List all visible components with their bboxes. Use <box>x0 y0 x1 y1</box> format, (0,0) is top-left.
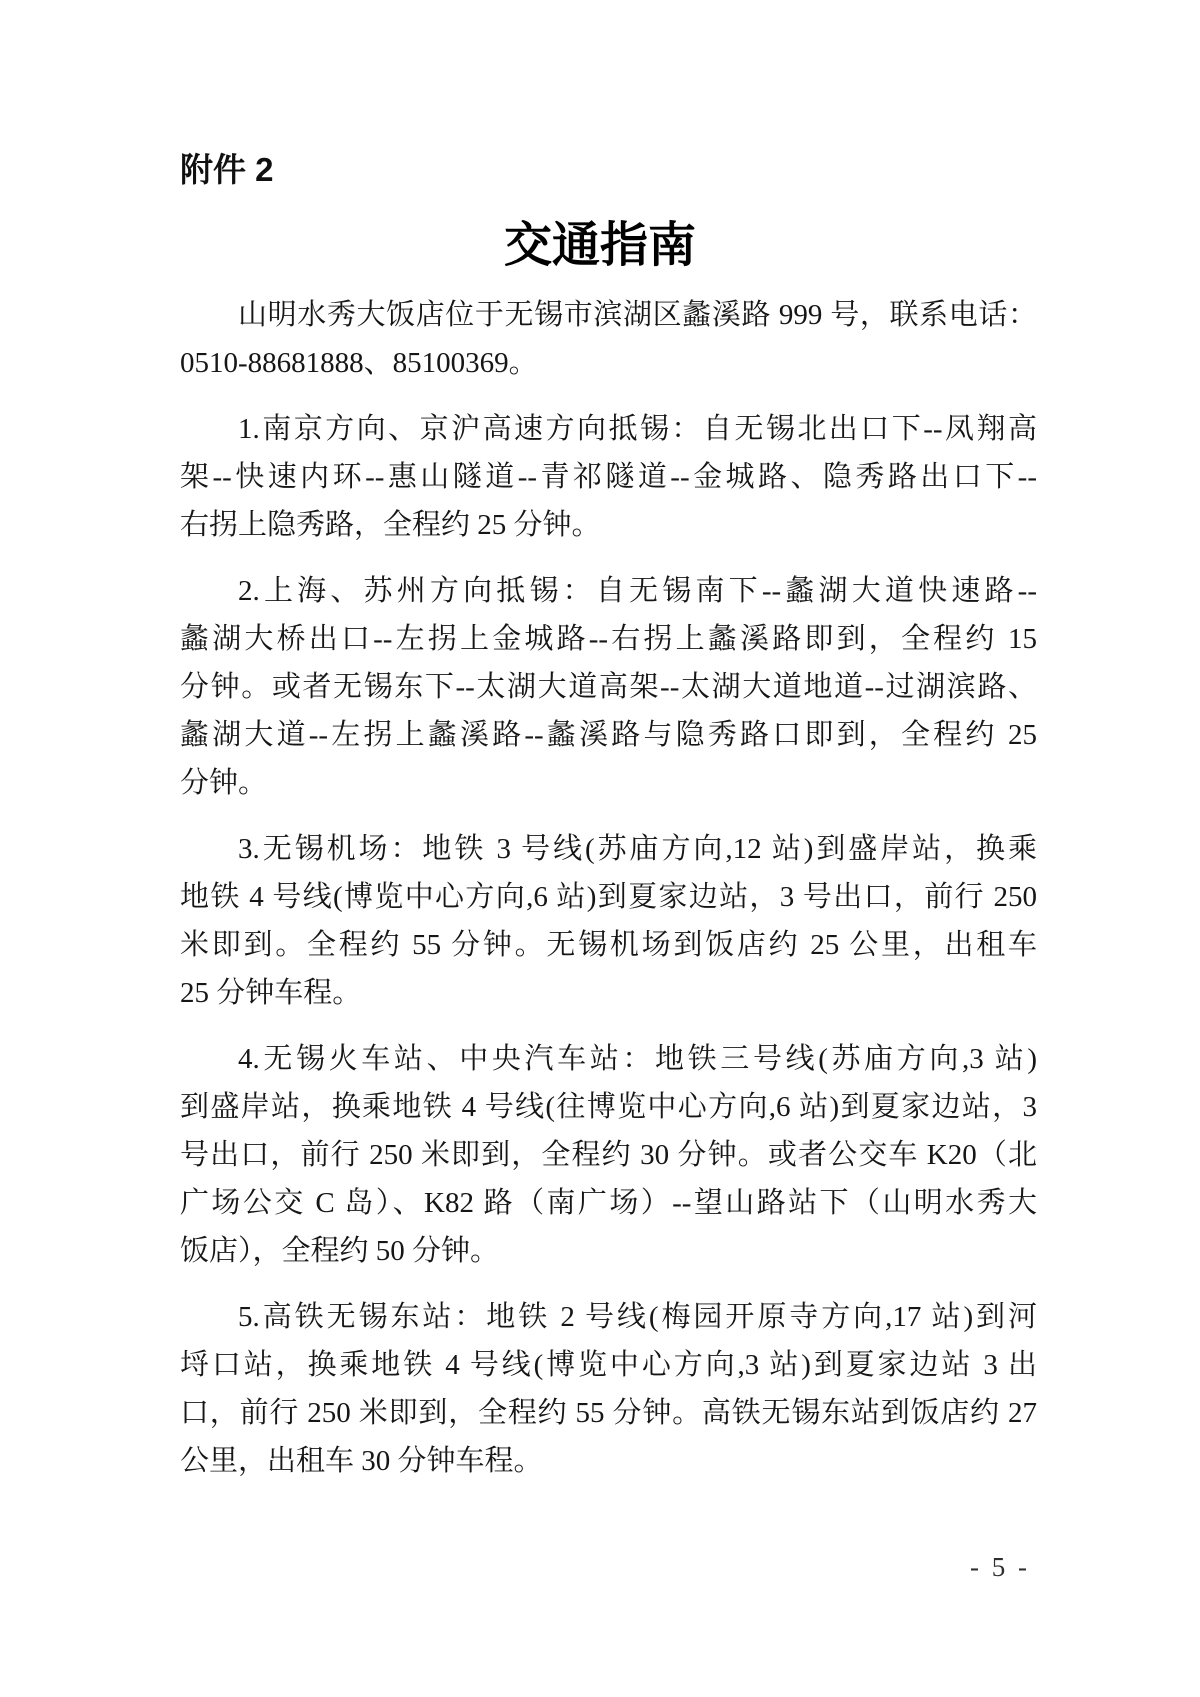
text-line: 地铁 4 号线(博览中心方向,6 站)到夏家边站，3 号出口，前行 250 <box>180 881 1037 913</box>
text-line: 饭店），全程约 50 分钟。 <box>180 1235 500 1267</box>
text-line: 蠡湖大桥出口--左拐上金城路--右拐上蠡溪路即到，全程约 15 <box>180 623 1037 655</box>
page-title: 交通指南 <box>503 219 696 272</box>
text-line: 蠡湖大道--左拐上蠡溪路--蠡溪路与隐秀路口即到，全程约 25 <box>180 719 1037 751</box>
paragraph-intro <box>180 291 1037 387</box>
paragraph-item-5 <box>180 1293 1037 1485</box>
text-line: 口，前行 250 米即到，全程约 55 分钟。高铁无锡东站到饭店约 27 <box>180 1397 1037 1429</box>
text-line: 到盛岸站，换乘地铁 4 号线(往博览中心方向,6 站)到夏家边站，3 <box>180 1091 1037 1123</box>
text-line: 5.高铁无锡东站：地铁 2 号线(梅园开原寺方向,17 站)到河 <box>238 1301 1037 1333</box>
attachment-label: 附件 2 <box>180 151 274 188</box>
text-line: 25 分钟车程。 <box>180 977 362 1009</box>
text-line: 广场公交 C 岛）、K82 路（南广场）--望山路站下（山明水秀大 <box>180 1187 1037 1219</box>
text-line: 0510-88681888、85100369。 <box>180 347 538 379</box>
text-line: 3.无锡机场：地铁 3 号线(苏庙方向,12 站)到盛岸站，换乘 <box>238 833 1037 865</box>
paragraph-item-4 <box>180 1035 1037 1275</box>
text-line: 架--快速内环--惠山隧道--青祁隧道--金城路、隐秀路出口下-- <box>180 461 1037 493</box>
paragraph-item-1 <box>180 405 1037 549</box>
text-line: 号出口，前行 250 米即到，全程约 30 分钟。或者公交车 K20（北 <box>180 1139 1037 1171</box>
text-line: 1.南京方向、京沪高速方向抵锡：自无锡北出口下--凤翔高 <box>238 413 1037 445</box>
text-line: 山明水秀大饭店位于无锡市滨湖区蠡溪路 999 号，联系电话： <box>238 299 1037 331</box>
paragraph-item-2 <box>180 567 1037 807</box>
text-line: 埒口站，换乘地铁 4 号线(博览中心方向,3 站)到夏家边站 3 出 <box>180 1349 1037 1381</box>
text-line: 4.无锡火车站、中央汽车站：地铁三号线(苏庙方向,3 站) <box>238 1043 1037 1075</box>
text-line: 右拐上隐秀路，全程约 25 分钟。 <box>180 509 601 541</box>
page-number: - 5 - <box>970 1552 1030 1582</box>
text-line: 2.上海、苏州方向抵锡：自无锡南下--蠡湖大道快速路-- <box>238 575 1037 607</box>
paragraph-item-3 <box>180 825 1037 1017</box>
document-body <box>180 291 1037 1485</box>
text-line: 分钟。或者无锡东下--太湖大道高架--太湖大道地道--过湖滨路、 <box>180 671 1037 703</box>
text-line: 米即到。全程约 55 分钟。无锡机场到饭店约 25 公里，出租车 <box>180 929 1037 961</box>
text-line: 分钟。 <box>180 767 268 799</box>
text-line: 公里，出租车 30 分钟车程。 <box>180 1445 543 1477</box>
